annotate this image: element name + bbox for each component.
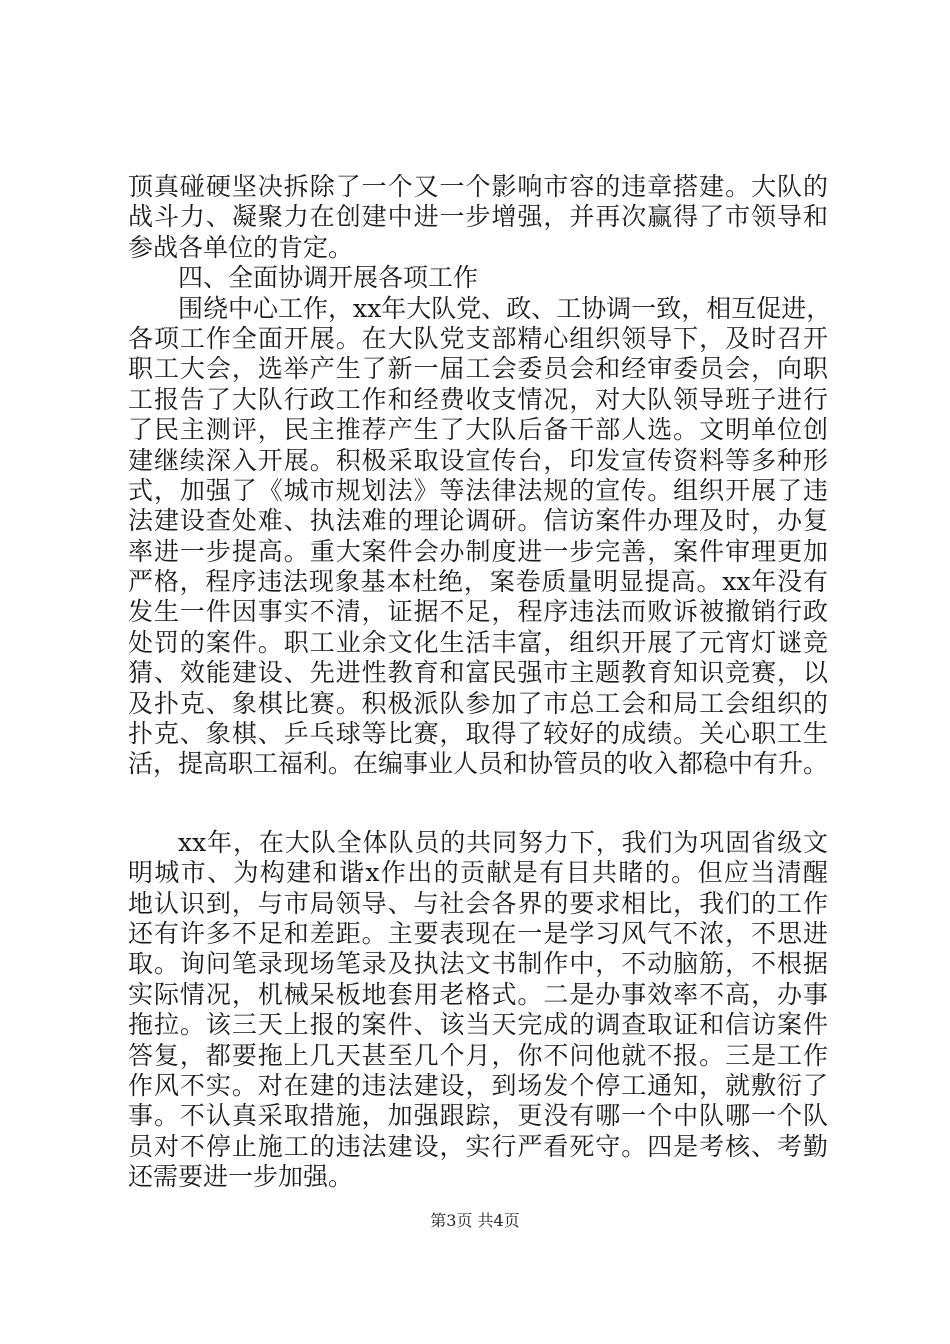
- text-line: 还有许多不足和差距。主要表现在一是学习风气不浓，不思进: [128, 918, 828, 948]
- text-line: 发生一件因事实不清，证据不足，程序违法而败诉被撤销行政: [128, 597, 828, 627]
- text-line: 拖拉。该三天上报的案件、该当天完成的调查取证和信访案件: [128, 1010, 828, 1040]
- text-line: 率进一步提高。重大案件会办制度进一步完善，案件审理更加: [128, 536, 828, 566]
- text-line: 还需要进一步加强。: [128, 1162, 354, 1192]
- text-line: 作风不实。对在建的违法建设，到场发个停工通知，就敷衍了: [128, 1070, 828, 1100]
- text-line: 法建设查处难、执法难的理论调研。信访案件办理及时，办复: [128, 506, 828, 536]
- text-line: 顶真碰硬坚决拆除了一个又一个影响市容的违章搭建。大队的: [128, 172, 828, 201]
- text-line: 各项工作全面开展。在大队党支部精心组织领导下，及时召开: [128, 323, 828, 353]
- text-line: 及扑克、象棋比赛。积极派队参加了市总工会和局工会组织的: [128, 688, 828, 718]
- paragraph-gap: [128, 780, 828, 828]
- text-line: 取。询问笔录现场笔录及执法文书制作中，不动脑筋，不根据: [128, 949, 828, 979]
- text-line: 扑克、象棋、乒乓球等比赛，取得了较好的成绩。关心职工生: [128, 719, 828, 749]
- text-line: 围绕中心工作，xx年大队党、政、工协调一致，相互促进，: [178, 293, 832, 323]
- text-line: 参战各单位的肯定。: [128, 232, 354, 262]
- text-line: 职工大会，选举产生了新一届工会委员会和经审委员会，向职: [128, 354, 828, 384]
- text-line: 猜、效能建设、先进性教育和富民强市主题教育知识竞赛，以: [128, 658, 828, 688]
- text-line: 事。不认真采取措施，加强跟踪，更没有哪一个中队哪一个队: [128, 1101, 828, 1131]
- text-line: 地认识到，与市局领导、与社会各界的要求相比，我们的工作: [128, 888, 828, 918]
- text-line: 了民主测评，民主推荐产生了大队后备干部人选。文明单位创: [128, 415, 828, 445]
- page-footer: 第3页 共4页: [430, 1211, 520, 1230]
- document-body: [128, 172, 832, 1193]
- text-line: 式，加强了《城市规划法》等法律法规的宣传。组织开展了违: [128, 475, 828, 505]
- text-line: 建继续深入开展。积极采取设宣传台，印发宣传资料等多种形: [128, 445, 828, 475]
- text-line: 工报告了大队行政工作和经费收支情况，对大队领导班子进行: [128, 384, 828, 414]
- text-line: 战斗力、凝聚力在创建中进一步增强，并再次赢得了市领导和: [128, 202, 828, 232]
- text-line: 员对不停止施工的违法建设，实行严看死守。四是考核、考勤: [128, 1131, 828, 1161]
- text-line: 答复，都要拖上几天甚至几个月，你不问他就不报。三是工作: [128, 1040, 828, 1070]
- text-line: xx年，在大队全体队员的共同努力下，我们为巩固省级文: [178, 827, 828, 857]
- section-heading: 四、全面协调开展各项工作: [178, 263, 479, 293]
- text-line: 严格，程序违法现象基本杜绝，案卷质量明显提高。xx年没有: [128, 567, 828, 597]
- text-line: 活，提高职工福利。在编事业人员和协管员的收入都稳中有升。: [128, 749, 829, 779]
- text-line: 实际情况，机械呆板地套用老格式。二是办事效率不高，办事: [128, 979, 828, 1009]
- text-line: 明城市、为构建和谐x作出的贡献是有目共睹的。但应当清醒: [128, 858, 828, 888]
- text-line: 处罚的案件。职工业余文化生活丰富，组织开展了元宵灯谜竞: [128, 627, 828, 657]
